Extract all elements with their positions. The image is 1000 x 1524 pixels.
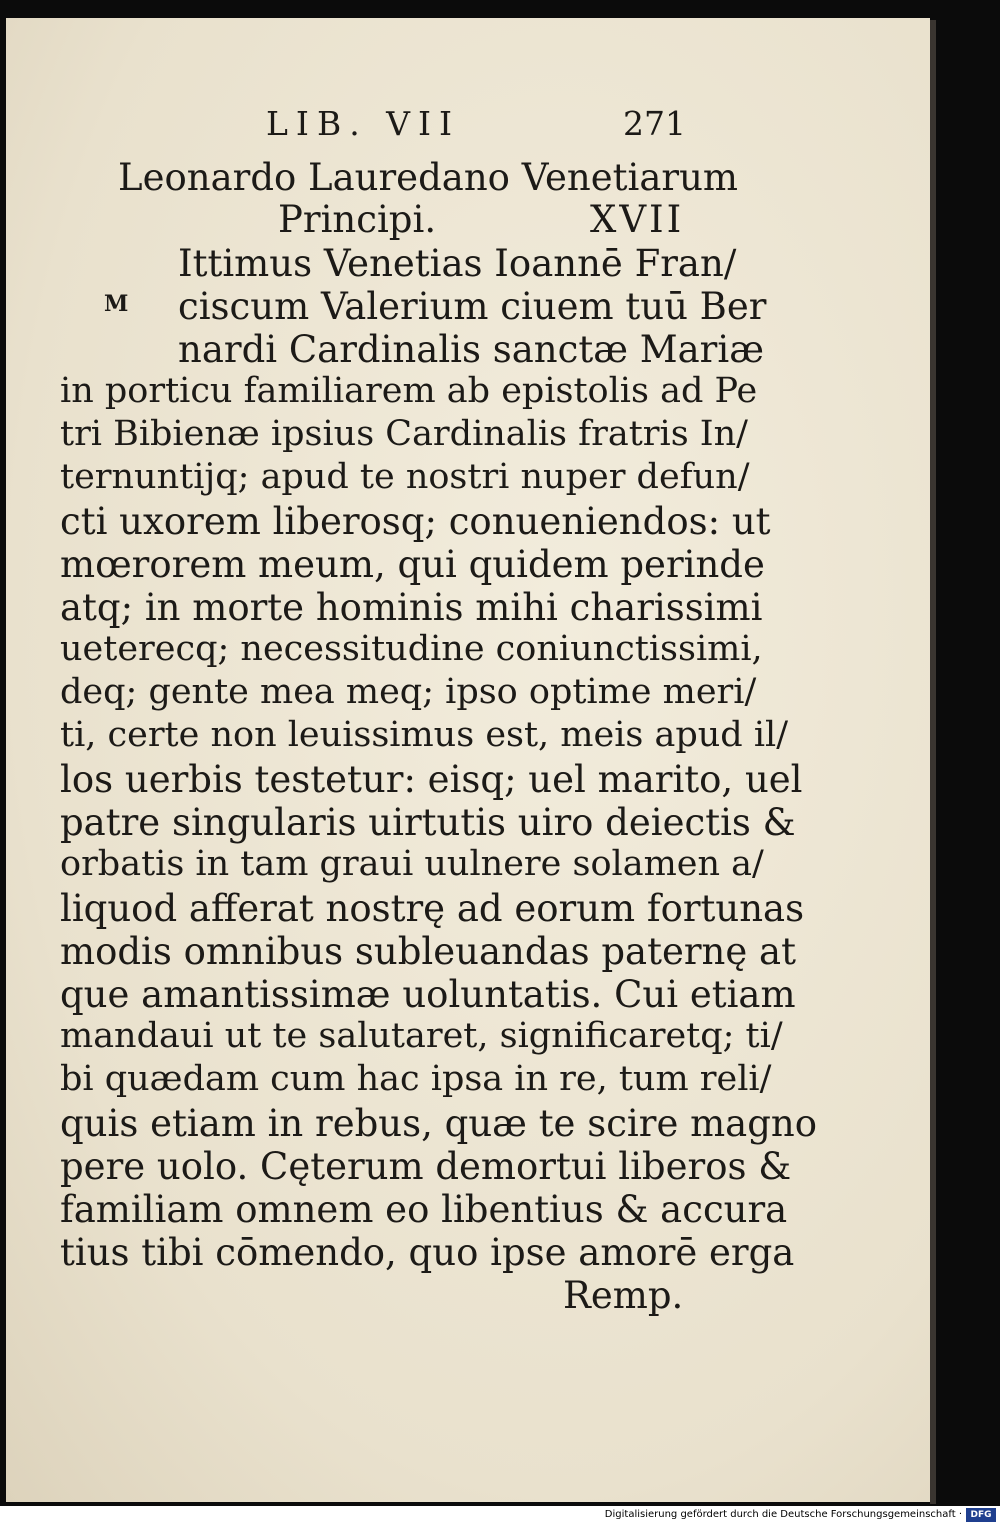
text-line: Ittimus Venetias Ioannē Fran/ — [178, 242, 737, 285]
dfg-logo: DFG — [966, 1508, 996, 1522]
text-line: ternuntijq; apud te nostri nuper defun/ — [60, 457, 750, 497]
text-line: ciscum Valerium ciuem tuū Ber — [178, 285, 767, 328]
text-line: modis omnibus subleuandas paternę at — [60, 930, 796, 973]
text-line: liquod afferat nostrę ad eorum fortunas — [60, 887, 805, 930]
text-line: pere uolo. Cęterum demortui liberos & — [60, 1145, 792, 1188]
letter-heading-line-1: Leonardo Lauredano Venetiarum — [118, 156, 739, 199]
drop-initial: M — [104, 291, 129, 317]
text-line: in porticu familiarem ab epistolis ad Pe — [60, 371, 758, 411]
catchword: Remp. — [563, 1274, 684, 1317]
text-line: tri Bibienæ ipsius Cardinalis fratris In/ — [60, 414, 748, 454]
footer-credit: Digitalisierung gefördert durch die Deutsche Forschungsgemeinschaft · — [604, 1509, 962, 1520]
text-line: mandaui ut te salutaret, significaretq; ti/ — [60, 1016, 783, 1056]
text-line: familiam omnem eo libentius & accura — [60, 1188, 788, 1231]
text-line: deq; gente mea meq; ipso optime meri/ — [60, 672, 757, 712]
text-line: quis etiam in rebus, quæ te scire magno — [60, 1102, 818, 1145]
text-line: patre singularis uirtutis uiro deiectis & — [60, 801, 796, 844]
text-line: que amantissimæ uoluntatis. Cui etiam — [60, 973, 796, 1016]
text-line: los uerbis testetur: eisq; uel marito, uel — [60, 758, 803, 801]
text-line: atq; in morte hominis mihi charissimi — [60, 586, 763, 629]
page-edge — [930, 20, 936, 1504]
text-line: bi quædam cum hac ipsa in re, tum reli/ — [60, 1059, 772, 1099]
text-line: nardi Cardinalis sanctæ Mariæ — [178, 328, 764, 371]
text-line: tius tibi cōmendo, quo ipse amorē erga — [60, 1231, 795, 1274]
text-line: cti uxorem liberosq; conueniendos: ut — [60, 500, 771, 543]
page-number: 271 — [623, 104, 686, 143]
text-line: orbatis in tam graui uulnere solamen a/ — [60, 844, 764, 884]
text-line: mœrorem meum, qui quidem perinde — [60, 543, 765, 586]
letter-number: XVII — [590, 198, 685, 241]
letter-heading-line-2: Principi. — [278, 198, 437, 241]
text-line: ueterecq; necessitudine coniunctissimi, — [60, 629, 763, 669]
running-head: LIB. VII — [266, 104, 461, 143]
text-line: ti, certe non leuissimus est, meis apud il/ — [60, 715, 789, 755]
